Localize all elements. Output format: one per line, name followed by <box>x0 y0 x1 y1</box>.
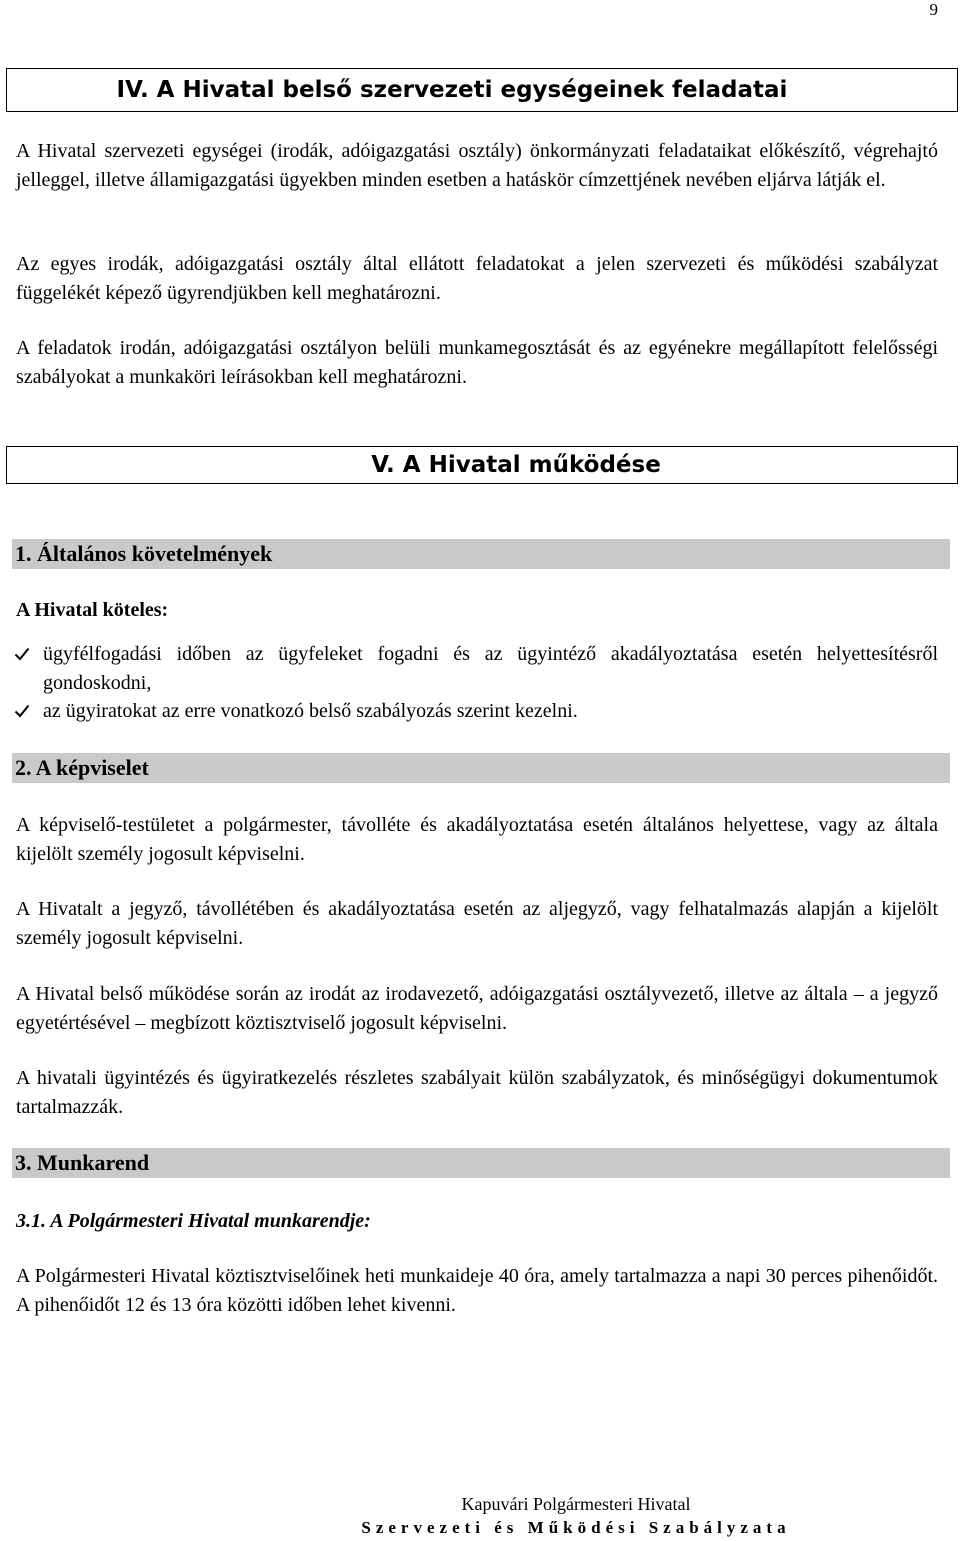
section-v-title: V. A Hivatal működése <box>6 446 958 484</box>
footer-office-name: Kapuvári Polgármesteri Hivatal <box>461 1494 691 1514</box>
office-obligations-intro: A Hivatal köteles: <box>16 599 169 621</box>
obligations-list <box>14 640 938 726</box>
representation-heading: 2. A képviselet <box>12 753 950 783</box>
representation-paragraph: A képviselő-testületet a polgármester, távolléte és akadályoztatása esetén általános helyettese, vagy az általa kijelölt személy jogosult képviselni. <box>16 814 938 865</box>
list-item-text: az ügyiratokat az erre vonatkozó belső szabályozás szerint kezelni. <box>43 700 578 722</box>
section-iv-paragraph: A Hivatal szervezeti egységei (irodák, adóigazgatási osztály) önkormányzati feladataikat előkészítő, végrehajtó jelleggel, illetve államigazgatási ügyekben minden esetben a hatáskör címzettjének nevében eljárva látják el. <box>16 140 938 191</box>
check-icon <box>14 646 30 662</box>
section-iv-paragraph: Az egyes irodák, adóigazgatási osztály által ellátott feladatokat a jelen szervezeti és működési szabályzat függelékét képező ügyrendjükben kell meghatározni. <box>16 253 938 304</box>
work-schedule-heading: 3. Munkarend <box>12 1148 950 1178</box>
list-item-text: ügyfélfogadási időben az ügyfeleket fogadni és az ügyintéző akadályoztatása esetén helyettesítésről gondoskodni, <box>43 643 938 694</box>
page-number: 9 <box>929 0 938 19</box>
section-iv-title: IV. A Hivatal belső szervezeti egységeinek feladatai <box>6 68 958 112</box>
section-iv-paragraph: A feladatok irodán, adóigazgatási osztályon belüli munkamegosztását és az egyénekre megállapított felelősségi szabályokat a munkaköri leírásokban kell meghatározni. <box>16 337 938 388</box>
office-work-schedule-subheading: 3.1. A Polgármesteri Hivatal munkarendje: <box>16 1210 371 1232</box>
work-schedule-paragraph: A Polgármesteri Hivatal köztisztviselőinek heti munkaideje 40 óra, amely tartalmazza a napi 30 perces pihenőidőt. A pihenőidőt 12 és 13 óra közötti időben lehet kivenni. <box>16 1265 938 1316</box>
list-item <box>14 697 938 726</box>
representation-paragraph: A hivatali ügyintézés és ügyiratkezelés részletes szabályait külön szabályzatok, és minőségügyi dokumentumok tartalmazzák. <box>16 1067 938 1118</box>
representation-paragraph: A Hivatalt a jegyző, távollétében és akadályoztatása esetén az aljegyző, vagy felhatalmazás alapján a kijelölt személy jogosult képviselni. <box>16 898 938 949</box>
check-icon <box>14 703 30 719</box>
general-requirements-heading: 1. Általános követelmények <box>12 539 950 569</box>
footer-document-name: Szervezeti és Működési Szabályzata <box>361 1518 791 1537</box>
representation-paragraph: A Hivatal belső működése során az irodát az irodavezető, adóigazgatási osztályvezető, illetve az általa – a jegyző egyetértésével – megbízott köztisztviselő jogosult képviselni. <box>16 983 938 1034</box>
list-item <box>14 640 938 697</box>
